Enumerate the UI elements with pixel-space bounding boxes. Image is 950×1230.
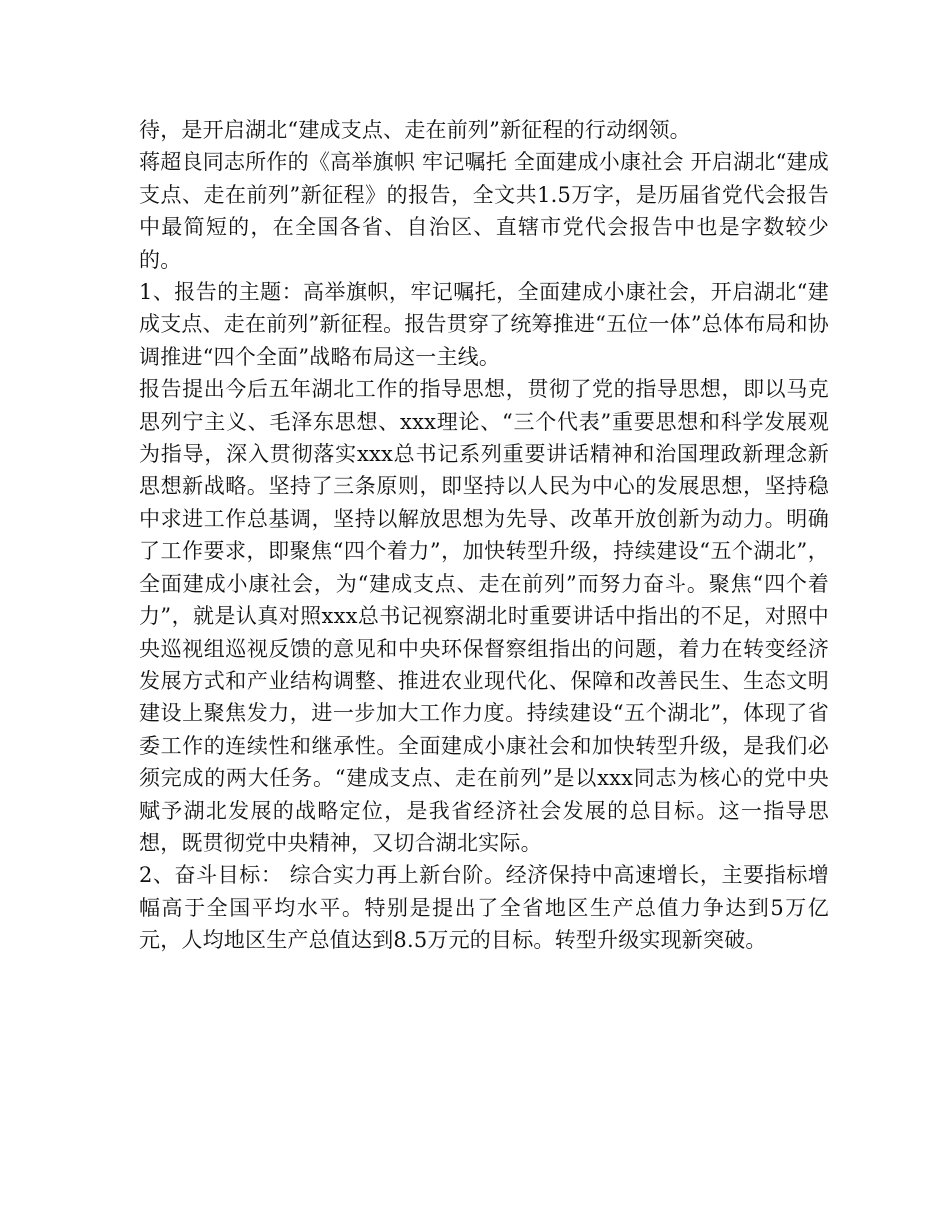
paragraph-goals: 2、奋斗目标： 综合实力再上新台阶。经济保持中高速增长，主要指标增幅高于全国平均水平。特别是提出了全省地区生产总值力争达到5万亿元，人均地区生产总值达到8.5万元的目标。转型升级实现新突破。 [139,863,829,953]
paragraph-guiding-thought: 报告提出今后五年湖北工作的指导思想，贯彻了党的指导思想，即以马克思列宁主义、毛泽东思想、xxx理论、“三个代表”重要思想和科学发展观为指导，深入贯彻落实xxx总书记系列重要讲话精神和治国理政新理念新思想新战略。坚持了三条原则，即坚持以人民为中心的发展思想，坚持稳中求进工作总基调，坚持以解放思想为先导、改革开放创新为动力。明确了工作要求，即聚焦“四个着力”，加快转型升级，持续建设“五个湖北”，全面建成小康社会，为“建成支点、走在前列”而努力奋斗。聚焦“四个着力”，就是认真对照xxx总书记视察湖北时重要讲话中指出的不足，对照中央巡视组巡视反馈的意见和中央环保督察组指出的问题，着力在转变经济发展方式和产业结构调整、推进农业现代化、保障和改善民生、生态文明建设上聚焦发力，进一步加大工作力度。持续建设“五个湖北”，体现了省委工作的连续性和继承性。全面建成小康社会和加快转型升级，是我们必须完成的两大任务。“建成支点、走在前列”是以xxx同志为核心的党中央赋予湖北发展的战略定位，是我省经济社会发展的总目标。这一指导思想，既贯彻党中央精神，又切合湖北实际。 [139,377,829,855]
paragraph-report-intro: 蒋超良同志所作的《高举旗帜 牢记嘱托 全面建成小康社会 开启湖北“建成支点、走在前列”新征程》的报告，全文共1.5万字，是历届省党代会报告中最简短的，在全国各省、自治区、直辖市党代会报告中也是字数较少的。 [139,150,829,272]
paragraph-continuation: 待，是开启湖北“建成支点、走在前列”新征程的行动纲领。 [139,118,691,142]
document-body [139,114,829,957]
paragraph-report-theme: 1、报告的主题：高举旗帜，牢记嘱托，全面建成小康社会，开启湖北“建成支点、走在前列”新征程。报告贯穿了统筹推进“五位一体”总体布局和协调推进“四个全面”战略布局这一主线。 [139,280,830,369]
